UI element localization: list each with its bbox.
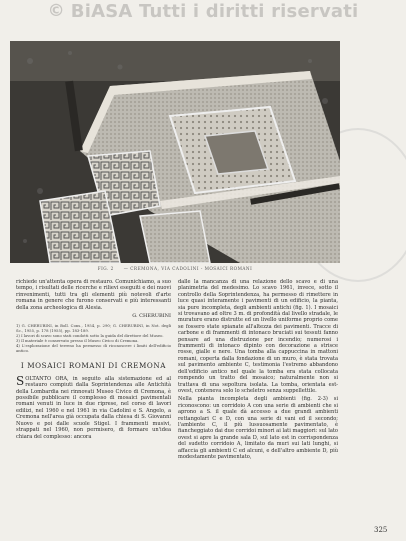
watermark [0,0,406,22]
figure-number: FIG. 2 [97,266,114,271]
footnote: 2) I lavori di scavo sono stati condotti sotto la guida del direttore del Museo. [16,333,164,339]
page-number: 325 [374,526,388,534]
author-signature: G. CHERUBINI [132,313,171,320]
figure-caption-text: — CREMONA, VIA CADOLINI - MOSAICI ROMANI [123,266,253,271]
body-paragraph: dalle la mancanza di una relazione dello scavo e di una planimetria del medesimo. Lo scavo 1961, invece, sotto il controllo della Soprintendenza, ha permesso di rimettere in luce quasi interamente i pavimenti di un edificio, la pianta, sia pure incompleta, degli ambienti antichi (fig. 1). I mosaici si trovavano ad oltre 3 m. di profondità dal livello stradale, le murature erano distrutte ed un livello uniforme proprio come se fossero state spianate all'altezza dei pavimenti. Tracce di carbone e di frammenti di intonaco bruciati sui tessuti fanno pensare ad una distruzione per incendio; numerosi i frammenti di intonaco dipinto con decorazione a strisce rosse, gialle e nere. Una tomba alla cappuccina in mattoni romani, coperta dalla fondazione di un muro, è stata trovata sul pavimento ambiente C, testimonia l'estremo abbandono dell'edificio antico nel quale la tomba era stata collocata rompendo un tratto del mosaico; naturalmente non si trattava di una sepoltura isolata. La tomba, orientata est-ovest, conteneva solo lo scheletro senza suppellettile. [178,279,338,394]
footnote: 1) G. CHERUBINI, in Boll. Cons., 1954, p. 290; G. CHERUBINI, in Not. degli Sc., 1955, p. 178 (1955), pp. 183-189. [16,323,171,334]
left-column [16,279,171,442]
watermark-text: BiASA Tutti i diritti riservati [70,0,359,22]
body-paragraph: Nella pianta incompleta degli ambienti (fig. 2-3) si riconoscono: un corridoio A con una serie di ambienti che si aprono a S. il quale dà accesso a due grandi ambienti rettangolari C e D, con una serie di vani ed il secondo; l'ambiente C, il più lussuosamente pavimentato, è fiancheggiato dai due corridoi minori ai lati maggiori: sul lato ovest si apre la grande sala D, sul lato est in corrispondenza del sudetto corridoio A, limitato da muri sui lati lunghi, si affaccia gli ambienti C ed alcuni, e dell'altro ambiente D, più modestamente pavimentato, [178,396,338,460]
footnote: 3) Il materiale è conservato presso il Museo Civico di Cremona. [16,338,139,344]
section-title: I MOSAICI ROMANI DI CREMONA [20,361,167,371]
right-column [178,279,338,462]
mosaic-photograph [10,41,340,263]
article-body [16,373,171,440]
footnotes [16,323,171,353]
intro-paragraph: richiede un'attenta opera di restauro. Comunichiamo, a suo tempo, i risultati delle ricerche e rilievi eseguiti e dei nuovi rinvenimenti, tutti tra gli elementi più notevoli d'arte romana in genere che furono conservati e più interessanti della zona archeologica di Alesia. [16,279,171,311]
footnote: 4) L'esplorazione del terreno ha permesso di riconoscere i limiti dell'edificio antico. [16,343,171,354]
copyright-symbol: © [47,1,65,21]
figure-caption [10,266,340,271]
article-body-text: OLTANTO ORA, in seguito alla sistemazione ed al restauro compiuti dalla Soprintendenza alle Antichità della Lombardia nei rinnovati Museo Civico di Cremona, è possibile pubblicare il complesso di mosaici pavimentali romani venuti in luce in due riprese, nel corso di lavori edilizi, nel 1960 e nel 1961 in via Cadolini e S. Angelo, a Cremona nell'area già occupata dalla chiesa di S. Giovanni Nuovo e poi dalle scuole Stigel. I frammenti musivi, strappati nel 1960, non permisero, di formare un'idea chiara del complesso: ancora [16,375,171,440]
drop-cap: S [16,373,25,388]
